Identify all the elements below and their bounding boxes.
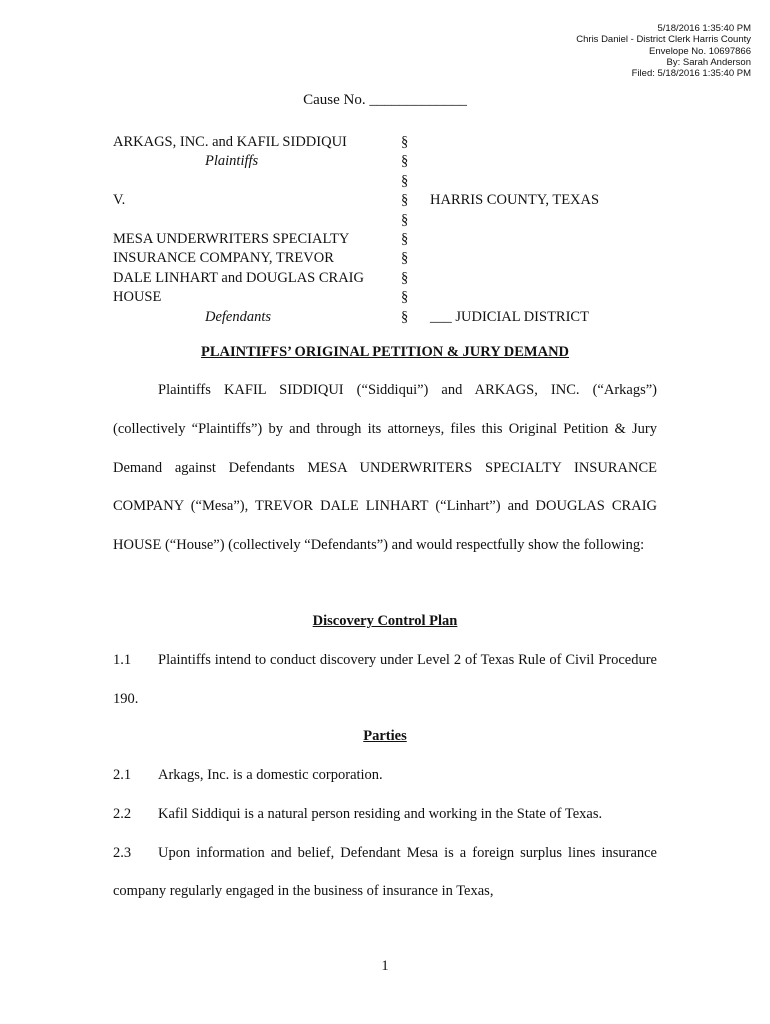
caption-plaintiff-names: ARKAGS, INC. and KAFIL SIDDIQUI [113,134,347,150]
section-symbol: § [401,211,409,228]
paragraph-number: 2.2 [113,805,132,822]
paragraph-text: Kafil Siddiqui is a natural person residing and working in the State of Texas. [158,805,603,822]
paragraph-number: 1.1 [113,652,132,668]
section-symbol: § [401,250,409,267]
caption-county: HARRIS COUNTY, TEXAS [430,192,600,209]
paragraph-number: 2.3 [113,844,132,861]
caption-row [113,152,673,171]
caption-row [113,269,673,288]
section-symbol: § [401,269,409,286]
parties-heading: Parties [363,728,407,744]
caption-defendants-label: Defendants [205,308,272,325]
numbered-paragraph [113,834,657,912]
paragraph-text: Plaintiffs intend to conduct discovery under Level 2 of Texas Rule of Civil Procedure 190. [113,652,657,707]
section-symbol: § [401,134,409,150]
discovery-section [113,641,657,719]
intro-section [113,371,657,565]
caption-defendant-names: HOUSE [113,289,162,306]
paragraph-number: 2.1 [113,767,132,783]
filing-stamp-clerk: Chris Daniel - District Clerk Harris County [576,34,751,46]
section-symbol: § [401,230,409,247]
caption-plaintiffs-label: Plaintiffs [205,153,259,170]
section-symbol: § [401,153,409,170]
caption-row [113,308,673,327]
parties-section [113,756,657,911]
section-symbol: § [401,289,409,306]
caption-row [113,172,673,191]
caption-row [113,249,673,268]
caption-defendant-names: INSURANCE COMPANY, TREVOR [113,250,334,267]
cause-number: Cause No. _____________ [303,92,467,108]
filing-stamp-envelope: Envelope No. 10697866 [649,45,751,57]
page-number: 1 [381,958,389,974]
paragraph-text: Upon information and belief, Defendant Mesa is a foreign surplus lines insurance company regularly engaged in the business of insurance in Texas, [113,844,657,900]
caption-versus: V. [113,192,126,209]
numbered-paragraph [113,795,657,834]
caption-defendant-names: MESA UNDERWRITERS SPECIALTY [113,230,350,247]
case-caption [113,133,673,327]
caption-row [113,191,673,210]
caption-defendant-names: DALE LINHART and DOUGLAS CRAIG [113,269,364,286]
caption-row [113,211,673,230]
paragraph-text: Arkags, Inc. is a domestic corporation. [158,767,383,783]
filing-stamp-by: By: Sarah Anderson [666,56,751,68]
petition-title: PLAINTIFFS’ ORIGINAL PETITION & JURY DEMAND [200,344,570,360]
numbered-paragraph [113,641,657,719]
section-symbol: § [401,308,409,325]
filing-stamp [451,23,751,79]
section-symbol: § [401,192,409,209]
filing-stamp-filed: Filed: 5/18/2016 1:35:40 PM [631,68,751,80]
caption-judicial-district: ___ JUDICIAL DISTRICT [430,308,589,325]
caption-row [113,288,673,307]
filing-stamp-datetime: 5/18/2016 1:35:40 PM [657,23,751,34]
discovery-heading: Discovery Control Plan [312,613,458,629]
caption-row [113,230,673,249]
section-symbol: § [401,172,409,189]
caption-row [113,133,673,152]
intro-paragraph: Plaintiffs KAFIL SIDDIQUI (“Siddiqui”) and ARKAGS, INC. (“Arkags”) (collectively “Plaintiffs”) by and through its attorneys, files this Original Petition & Jury Demand against Defendants MESA UNDERWRITERS SPECIALTY INSURANCE COMPANY (“Mesa”), TREVOR DALE LINHART (“Linhart”) and DOUGLAS CRAIG HOUSE (“House”) (collectively “Defendants”) and would respectfully show the following: [113,382,657,554]
numbered-paragraph [113,756,657,795]
